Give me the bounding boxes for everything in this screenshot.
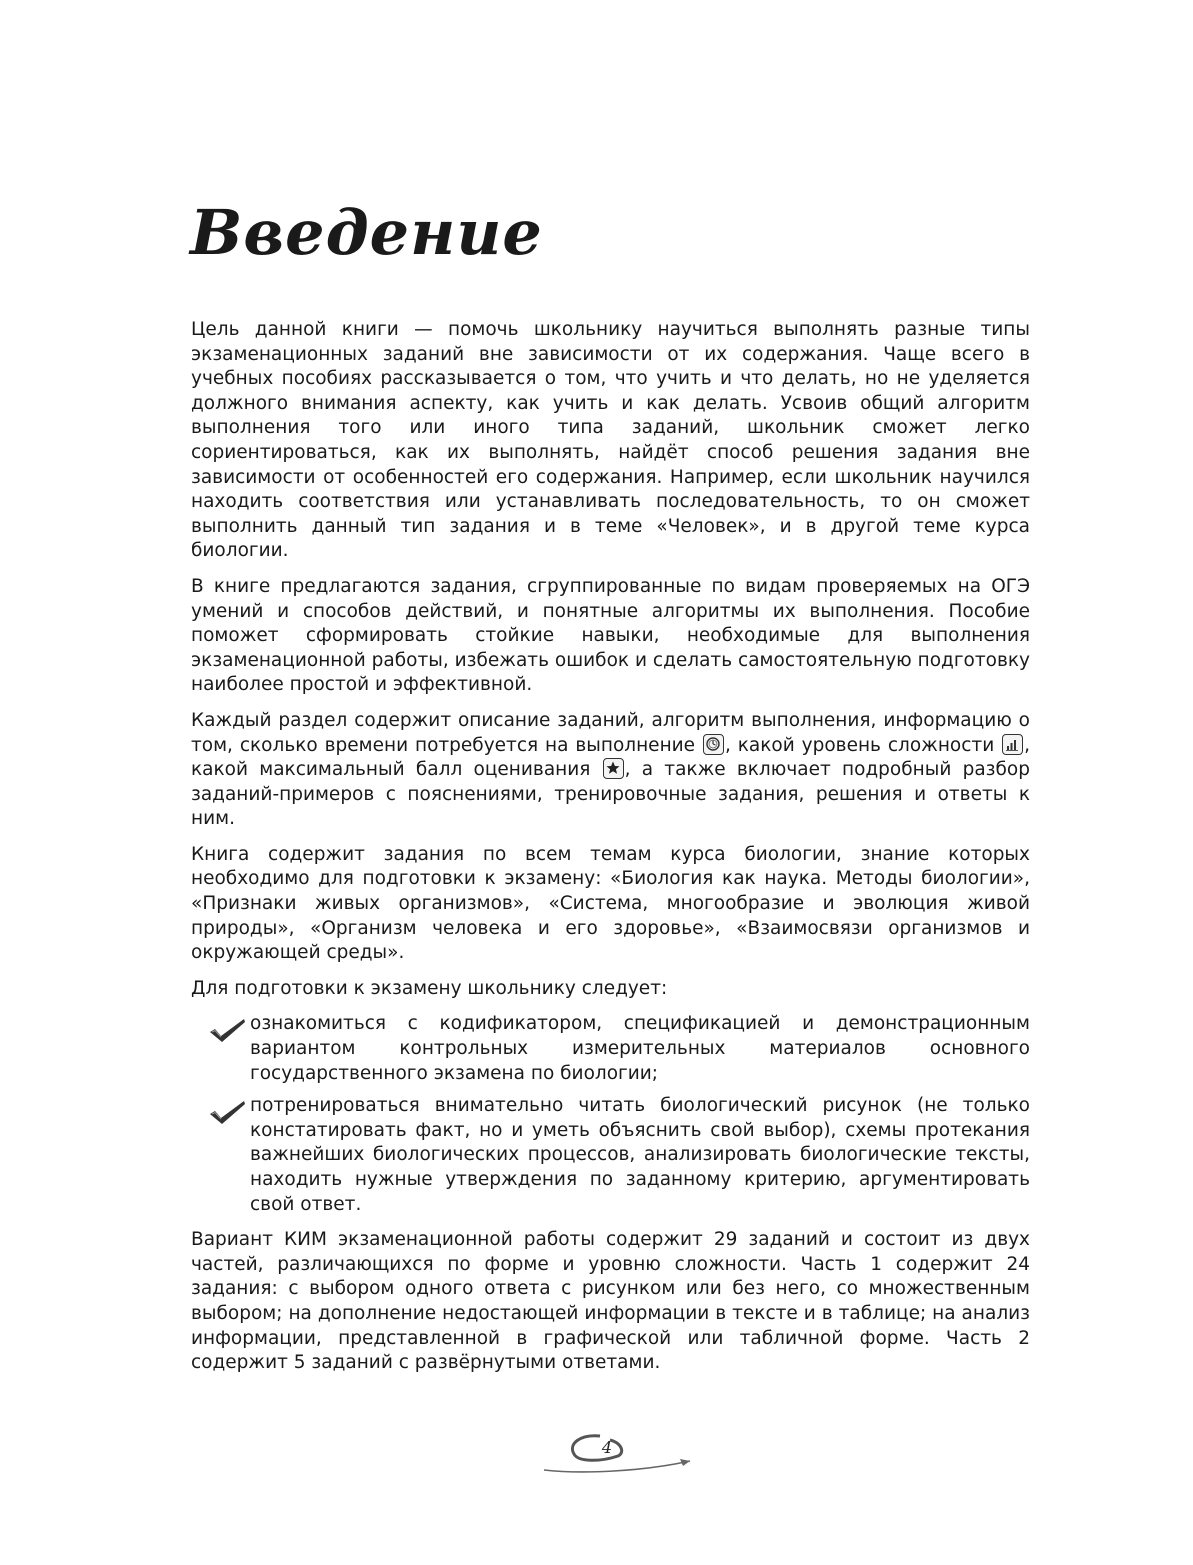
checkmark-icon bbox=[207, 1098, 247, 1126]
star-icon bbox=[603, 758, 624, 779]
page-title: Введение bbox=[190, 196, 543, 269]
list-item: ознакомиться с кодификатором, спецификацией и демонстрационным вариантом контрольных измерительных материалов основного государственного экзамена по биологии; bbox=[191, 1012, 1030, 1086]
list-item: потренироваться внимательно читать биологический рисунок (не только констатировать факт, но и уметь объяснить свой выбор), схемы протекания важнейших биологических процессов, анализировать биологические тексты, находить нужные утверждения по заданному критерию, аргументировать свой ответ. bbox=[191, 1094, 1030, 1217]
paragraph-topics: Книга содержит задания по всем темам курса биологии, знание которых необходимо для подготовки к экзамену: «Биология как наука. Методы биологии», «Признаки живых организмов», «Система, многообразие и эволюция живой природы», «Организм человека и его здоровье», «Взаимосвязи организмов и окружающей среды». bbox=[191, 843, 1030, 964]
paragraph-sections: Каждый раздел содержит описание заданий, алгоритм выполнения, информацию о том, сколько времени потребуется на выполнение , какой уровень сложности , какой максимальный балл оценивания , а также включает подробный разбор заданий-примеров с пояснениями, тренировочные задания, решения и ответы к ним. bbox=[191, 709, 1031, 830]
main-content bbox=[191, 318, 1030, 1387]
paragraph-purpose: Цель данной книги — помочь школьнику научиться выполнять разные типы экзаменационных заданий вне зависимости от их содержания. Чаще всего в учебных пособиях рассказывается о том, что учить и что делать, но не уделяется должного внимания аспекту, как учить и как делать. Усвоив общий алгоритм выполнения того или иного типа заданий, школьник сможет легко сориентироваться, как их выполнять, найдёт способ решения задания вне зависимости от особенностей его содержания. Например, если школьник научился находить соответствия или устанавливать последовательность, то он сможет выполнить данный тип задания и в теме «Человек», и в другой теме курса биологии. bbox=[191, 319, 1030, 562]
preparation-list bbox=[191, 1012, 1030, 1217]
paragraph-tasks: В книге предлагаются задания, сгруппированные по видам проверяемых на ОГЭ умений и способов действий, и понятные алгоритмы их выполнения. Пособие поможет сформировать стойкие навыки, необходимые для выполнения экзаменационной работы, избежать ошибок и сделать самостоятельную подготовку наиболее простой и эффективной. bbox=[191, 575, 1030, 696]
difficulty-bars-icon bbox=[1002, 734, 1023, 755]
swirl-arrow-icon bbox=[540, 1432, 700, 1492]
page-number-ornament bbox=[540, 1432, 700, 1492]
page-number: 4 bbox=[601, 1438, 613, 1457]
checkmark-icon bbox=[207, 1016, 247, 1044]
clock-icon bbox=[703, 734, 724, 755]
paragraph-preparation-intro: Для подготовки к экзамену школьнику следует: bbox=[191, 977, 668, 999]
paragraph-exam-structure: Вариант КИМ экзаменационной работы содержит 29 заданий и состоит из двух частей, различающихся по форме и уровню сложности. Часть 1 содержит 24 задания: с выбором одного ответа с рисунком или без него, со множественным выбором; на дополнение недостающей информации в тексте и в таблице; на анализ информации, представленной в графической или табличной форме. Часть 2 содержит 5 заданий с развёрнутыми ответами. bbox=[191, 1229, 1030, 1374]
